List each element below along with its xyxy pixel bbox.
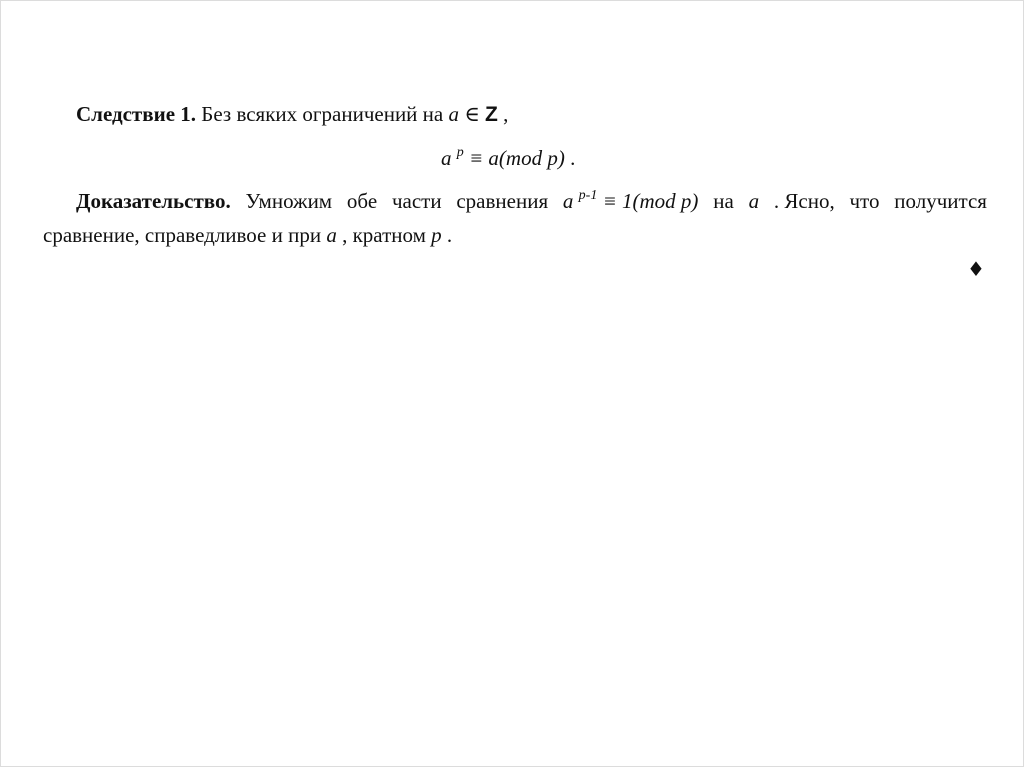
proof-result: получится [894,189,987,213]
proof-paragraph [43,186,987,250]
proof-word: Умножим [245,189,333,213]
proof-variable-a: a [748,189,760,213]
proof-line2-tail: . [441,223,453,247]
proof-clear: . Ясно, [773,189,835,213]
corollary-title: Следствие 1. [76,102,197,126]
proof-word: сравнения [456,189,549,213]
proof-what: что [849,189,880,213]
proof-title: Доказательство. [76,189,231,213]
formula-congruence: ≡ a(mod p) [463,146,565,170]
variable-a: a [448,102,459,126]
corollary-text: Без всяких ограничений на [196,102,449,126]
corollary-statement [76,99,976,130]
proof-expr-base: a [562,189,574,213]
formula-base: a [441,146,452,170]
proof-word: части [391,189,442,213]
proof-expr-congruence: ≡ 1(mod p) [597,189,699,213]
proof-expr-exponent: p-1 [578,188,598,203]
formula-tail: . [564,146,576,170]
end-of-proof-diamond-icon: ♦ [967,257,985,281]
proof-line-2 [43,220,987,250]
formula-fermat [441,143,575,177]
formula-exponent: p [456,145,464,160]
proof-line-1 [43,186,987,220]
corollary-tail: , [497,102,509,126]
element-of-symbol: ∈ [458,102,486,126]
proof-line2-variable-a: a [326,223,337,247]
proof-line2-mid: , кратном [336,223,432,247]
proof-word: обе [346,189,378,213]
proof-line2-variable-p: p [431,223,442,247]
proof-line2-text: сравнение, справедливое и при [43,223,327,247]
proof-word-on: на [713,189,734,213]
integer-set-z: Z [485,103,498,126]
proof-expression [563,186,699,220]
